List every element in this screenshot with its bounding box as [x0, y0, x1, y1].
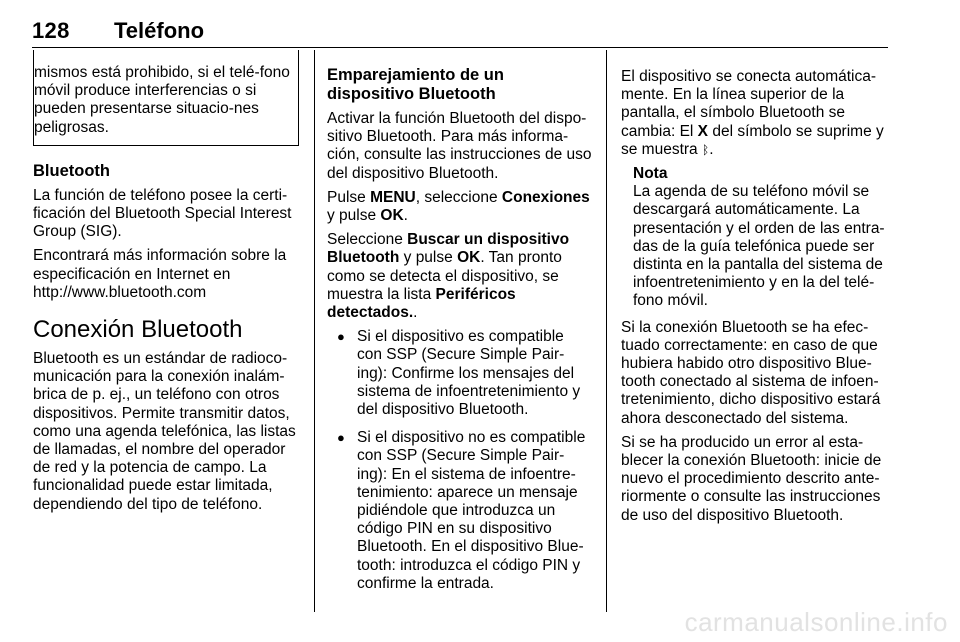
page-title: Teléfono — [114, 18, 205, 43]
ok-keyword: OK — [380, 207, 404, 225]
section-heading-conexion-bluetooth: Conexión Bluetooth — [33, 316, 243, 344]
bluetooth-icon: ᛒ — [701, 142, 710, 157]
list-item: ● Si el dispositivo no es compatible con SSP (Secure Simple Pair-ing): En el sistema de infoentre-tenimiento: aparece un mensaje pidiéndole que introduzca un código PIN en su dispositivo Bluetooth. En el dispositivo Blue-tooth: introduzca el código PIN y confirme la entrada. — [337, 429, 586, 592]
bullet-icon: ● — [337, 329, 345, 345]
perifericos-keyword: Periféricos detectados. — [327, 285, 516, 322]
x-keyword: X — [697, 122, 709, 140]
column-divider-1 — [314, 50, 315, 612]
section-heading-emparejamiento: Emparejamiento de un dispositivo Bluetooth — [327, 66, 504, 103]
paragraph: Seleccione Buscar un dispositivo Bluetooth y pulse OK. Tan pronto como se detecta el dispositivo, se muestra la lista Periféricos detectados.. — [327, 231, 570, 322]
section-heading-bluetooth: Bluetooth — [33, 161, 110, 180]
paragraph: La función de teléfono posee la certi-ficación del Bluetooth Special Interest Group (SIG). — [33, 186, 292, 241]
header-divider — [32, 47, 888, 48]
column-2 — [327, 66, 593, 603]
paragraph: Bluetooth es un estándar de radioco-municación para la conexión inalám-brica de p. ej., un teléfono con otros dispositivos. Permite transmitir datos, como una agenda telefónica, las listas de llamadas, el nombre del operador de red y la potencia de campo. La funcionalidad puede estar limitada, dependiendo del tipo de teléfono. — [33, 350, 296, 513]
list-item: ● Si el dispositivo es compatible con SSP (Secure Simple Pair-ing): Confirme los mensajes del sistema de infoentretenimiento y del dispositivo Bluetooth. — [337, 328, 581, 419]
conexiones-keyword: Conexiones — [501, 188, 590, 206]
column-1 — [33, 50, 299, 520]
ok-keyword: OK — [457, 249, 481, 267]
bullet-icon: ● — [337, 430, 345, 446]
page-number: 128 — [32, 18, 70, 43]
paragraph: Si la conexión Bluetooth se ha efec-tuado correctamente: en caso de que hubiera habido otro dispositivo Blue-tooth conectado al sistema de infoen-tretenimiento, dicho dispositivo estará ahora desconectado del sistema. — [621, 318, 881, 427]
page-header — [32, 8, 888, 48]
menu-keyword: MENU — [370, 188, 416, 206]
paragraph: Activar la función Bluetooth del dispo-sitivo Bluetooth. Para más informa-ción, consulte las instrucciones de uso del dispositivo Bluetooth. — [327, 110, 592, 182]
column-3 — [621, 68, 889, 531]
note-block — [621, 165, 889, 311]
note-text: La agenda de su teléfono móvil se descargará automáticamente. La presentación y el orden de las entra-das de la guía telefónica puede ser distinta en la pantalla del sistema de infoentretenimiento y en la del telé-fono móvil. — [633, 183, 885, 310]
warning-box — [33, 50, 299, 146]
paragraph: Si se ha producido un error al esta-blecer la conexión Bluetooth: inicie de nuevo el procedimiento descrito ante-riormente o consulte las instrucciones de uso del dispositivo Bluetooth. — [621, 433, 882, 524]
paragraph: Encontrará más información sobre la especificación en Internet en http://www.bluetooth.com — [33, 247, 287, 301]
bullet-list — [327, 328, 593, 593]
column-divider-2 — [606, 50, 607, 612]
note-title: Nota — [633, 165, 668, 183]
buscar-keyword: Buscar un dispositivo Bluetooth — [327, 231, 570, 267]
watermark: carmanualsonline.info — [684, 607, 948, 637]
warning-text: mismos está prohibido, si el telé-fono móvil produce interferencias o si pueden presentarse situacio-nes peligrosas. — [34, 64, 290, 136]
paragraph: El dispositivo se conecta automática-mente. En la línea superior de la pantalla, el símbolo Bluetooth se cambia: El X del símbolo se suprime y se muestra ᛒ. — [621, 68, 884, 158]
paragraph: Pulse MENU, seleccione Conexiones y pulse OK. — [327, 188, 590, 225]
